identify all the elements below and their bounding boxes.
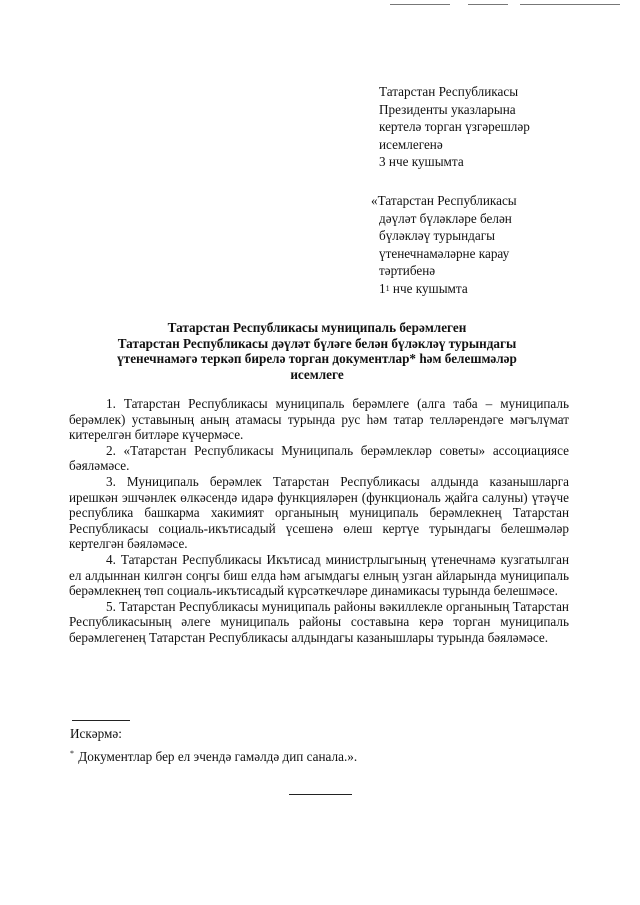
scan-edge-marks — [390, 2, 620, 8]
quote-line: бүләкләү турындагы — [379, 228, 495, 243]
appendix-quote — [371, 192, 621, 297]
quote-last-superscript: 1 — [385, 283, 390, 293]
quote-last-prefix: 1 — [379, 280, 386, 296]
appendix-line: Президенты указларына — [379, 101, 516, 117]
list-item: 3. Муниципаль берәмлек Татарстан Республикасы алдында казанышларга ирешкән эшчәнлек өлкәсендә идарә функцияләрен (функциональ җайга салуны) үтәүче республика башкарма хакимият органының муниципаль берәмлекнең Татарстан Республикасы социаль-икътисадый үсешенә өлеш кертүе турындагы белешмәләр кертелгән бәяләмәсе. — [69, 473, 569, 552]
footnote-divider — [72, 720, 130, 721]
appendix-header — [379, 83, 619, 171]
list-item: 5. Татарстан Республикасы муниципаль районы вәкиллекле органының Татарстан Республикасының әлеге муниципаль районы составына керә торган муниципаль берәмлегенең Татарстан Республикасы алдындагы казанышлары турында бәяләмәсе. — [69, 598, 569, 645]
appendix-line: Татарстан Республикасы — [379, 84, 519, 99]
list-item: 4. Татарстан Республикасы Икътисад министрлыгының үтенечнамә кузгатылган ел алдыннан килгән соңгы биш елда һәм агымдагы елның узган айларында муниципаль берәмлекнең төп социаль-икътисадый күрсәткечләре динамикасы турында белешмәсе. — [69, 551, 569, 599]
quote-line: дәүләт бүләкләре белән — [379, 210, 512, 226]
appendix-line: кертелә торган үзгәрешләр — [379, 119, 530, 134]
document-title — [64, 320, 570, 382]
end-divider — [289, 794, 352, 795]
title-line: исемлеге — [290, 366, 344, 382]
quote-line: тәртибенә — [379, 263, 436, 278]
footnote-heading: Искәрмә: — [70, 726, 122, 741]
appendix-line: 3 нче кушымта — [379, 154, 464, 169]
list-item: 2. «Татарстан Республикасы Муниципаль берәмлекләр советы» ассоциациясе бәяләмәсе. — [69, 442, 569, 474]
footnote-mark: * — [70, 749, 74, 758]
footnote-text — [70, 749, 357, 765]
quote-line: үтенечнамәләрне карау — [379, 245, 510, 261]
quote-last-suffix: нче кушымта — [389, 280, 468, 296]
document-body — [69, 396, 569, 646]
quote-line: «Татарстан Республикасы — [371, 193, 517, 208]
title-line: Татарстан Республикасы дәүләт бүләге белән бүләкләү турындагы — [117, 335, 517, 351]
appendix-line: исемлегенә — [379, 136, 443, 152]
list-item: 1. Татарстан Республикасы муниципаль берәмлеге (алга таба – муниципаль берәмлек) уставының аның атамасы турында рус һәм татар телләрендәге мәгълүмат китерелгән битләре күчермәсе. — [69, 396, 569, 443]
quote-line-last — [371, 280, 621, 298]
footnote-body: Документлар бер ел эчендә гамәлдә дип санала.». — [75, 749, 358, 764]
title-line: Татарстан Республикасы муниципаль берәмлеген — [167, 320, 467, 335]
title-line: үтенечнамәгә теркәп бирелә торган документлар* һәм белешмәләр — [117, 351, 517, 366]
